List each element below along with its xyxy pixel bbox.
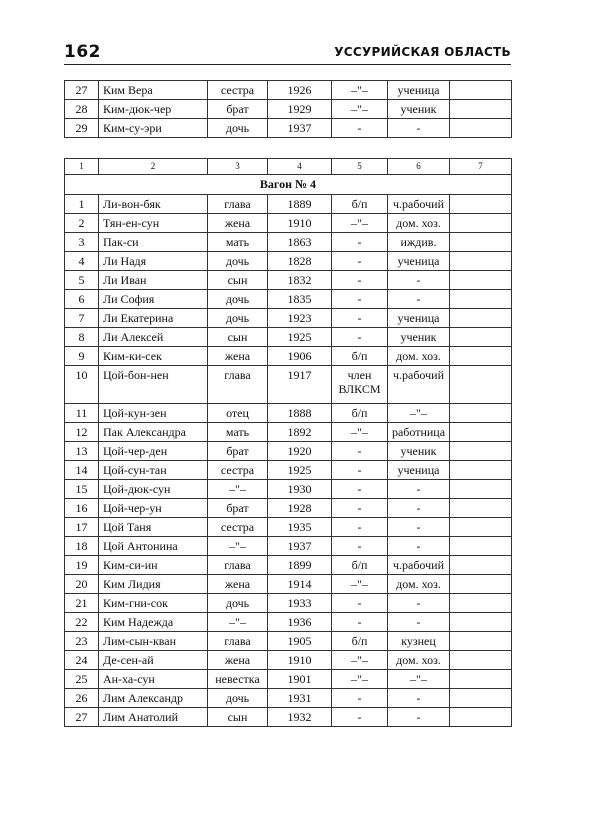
table-row [65, 81, 512, 100]
column-number: 2 [99, 159, 208, 175]
birth-year-cell: 1917 [268, 366, 332, 404]
party-status-cell: член ВЛКСМ [332, 366, 388, 404]
person-name-cell: Цой Антонина [99, 537, 208, 556]
relation-cell: глава [208, 556, 268, 575]
person-name-cell: Ким Вера [99, 81, 208, 100]
table-top [64, 80, 512, 138]
person-name-cell: Пак-си [99, 233, 208, 252]
occupation-cell: дом. хоз. [388, 347, 450, 366]
birth-year-cell: 1925 [268, 461, 332, 480]
occupation-cell: ч.рабочий [388, 195, 450, 214]
table-row [65, 252, 512, 271]
birth-year-cell: 1910 [268, 651, 332, 670]
party-status-cell: - [332, 119, 388, 138]
birth-year-cell: 1863 [268, 233, 332, 252]
row-number-cell: 25 [65, 670, 99, 689]
table-row [65, 309, 512, 328]
table-row [65, 271, 512, 290]
wagon-heading-row [65, 175, 512, 195]
party-status-cell: - [332, 252, 388, 271]
relation-cell: глава [208, 366, 268, 404]
notes-cell [450, 404, 512, 423]
party-status-cell: - [332, 480, 388, 499]
person-name-cell: Де-сен-ай [99, 651, 208, 670]
column-number-row [65, 159, 512, 175]
relation-cell: отец [208, 404, 268, 423]
notes-cell [450, 499, 512, 518]
row-number-cell: 13 [65, 442, 99, 461]
relation-cell: сын [208, 328, 268, 347]
table-row [65, 651, 512, 670]
person-name-cell: Ли Надя [99, 252, 208, 271]
notes-cell [450, 195, 512, 214]
page-header [64, 42, 511, 65]
birth-year-cell: 1930 [268, 480, 332, 499]
occupation-cell: ученик [388, 328, 450, 347]
relation-cell: сестра [208, 518, 268, 537]
occupation-cell: ч.рабочий [388, 366, 450, 404]
occupation-cell: - [388, 499, 450, 518]
birth-year-cell: 1914 [268, 575, 332, 594]
row-number-cell: 12 [65, 423, 99, 442]
occupation-cell: кузнец [388, 632, 450, 651]
relation-cell: мать [208, 233, 268, 252]
notes-cell [450, 252, 512, 271]
person-name-cell: Тян-ен-сун [99, 214, 208, 233]
birth-year-cell: 1929 [268, 100, 332, 119]
person-name-cell: Ли София [99, 290, 208, 309]
row-number-cell: 29 [65, 119, 99, 138]
relation-cell: сын [208, 271, 268, 290]
party-status-cell: - [332, 233, 388, 252]
birth-year-cell: 1920 [268, 442, 332, 461]
row-number-cell: 16 [65, 499, 99, 518]
notes-cell [450, 613, 512, 632]
occupation-cell: ученица [388, 461, 450, 480]
party-status-cell: - [332, 594, 388, 613]
occupation-cell: - [388, 613, 450, 632]
person-name-cell: Ким-си-ин [99, 556, 208, 575]
occupation-cell: - [388, 708, 450, 727]
party-status-cell: - [332, 461, 388, 480]
person-name-cell: Лим Анатолий [99, 708, 208, 727]
table-row [65, 670, 512, 689]
relation-cell: дочь [208, 252, 268, 271]
birth-year-cell: 1931 [268, 689, 332, 708]
notes-cell [450, 290, 512, 309]
relation-cell: жена [208, 651, 268, 670]
occupation-cell: дом. хоз. [388, 651, 450, 670]
column-number: 3 [208, 159, 268, 175]
birth-year-cell: 1910 [268, 214, 332, 233]
party-status-cell: –"– [332, 100, 388, 119]
party-status-cell: - [332, 537, 388, 556]
person-name-cell: Ким-ки-сек [99, 347, 208, 366]
relation-cell: глава [208, 632, 268, 651]
party-status-cell: - [332, 271, 388, 290]
column-number: 1 [65, 159, 99, 175]
notes-cell [450, 119, 512, 138]
birth-year-cell: 1888 [268, 404, 332, 423]
occupation-cell: - [388, 119, 450, 138]
person-name-cell: Ким Лидия [99, 575, 208, 594]
column-number: 4 [268, 159, 332, 175]
row-number-cell: 27 [65, 708, 99, 727]
person-name-cell: Цой-чер-ден [99, 442, 208, 461]
row-number-cell: 24 [65, 651, 99, 670]
table-row [65, 119, 512, 138]
row-number-cell: 9 [65, 347, 99, 366]
party-status-cell: б/п [332, 347, 388, 366]
notes-cell [450, 632, 512, 651]
table-row [65, 480, 512, 499]
column-number: 6 [388, 159, 450, 175]
occupation-cell: ученик [388, 100, 450, 119]
page-number: 162 [64, 42, 101, 62]
person-name-cell: Лим Александр [99, 689, 208, 708]
occupation-cell: - [388, 537, 450, 556]
birth-year-cell: 1901 [268, 670, 332, 689]
birth-year-cell: 1923 [268, 309, 332, 328]
party-status-cell: - [332, 499, 388, 518]
table-row [65, 499, 512, 518]
table-row [65, 442, 512, 461]
notes-cell [450, 81, 512, 100]
party-status-cell: –"– [332, 575, 388, 594]
person-name-cell: Ким-дюк-чер [99, 100, 208, 119]
occupation-cell: ученик [388, 442, 450, 461]
birth-year-cell: 1935 [268, 518, 332, 537]
occupation-cell: - [388, 689, 450, 708]
birth-year-cell: 1926 [268, 81, 332, 100]
row-number-cell: 23 [65, 632, 99, 651]
row-number-cell: 19 [65, 556, 99, 575]
notes-cell [450, 518, 512, 537]
party-status-cell: - [332, 328, 388, 347]
occupation-cell: - [388, 594, 450, 613]
person-name-cell: Цой Таня [99, 518, 208, 537]
party-status-cell: - [332, 708, 388, 727]
person-name-cell: Ли Алексей [99, 328, 208, 347]
birth-year-cell: 1828 [268, 252, 332, 271]
occupation-cell: ученица [388, 81, 450, 100]
notes-cell [450, 423, 512, 442]
relation-cell: жена [208, 214, 268, 233]
notes-cell [450, 537, 512, 556]
occupation-cell: - [388, 290, 450, 309]
party-status-cell: –"– [332, 670, 388, 689]
person-name-cell: Цой-бон-нен [99, 366, 208, 404]
party-status-cell: б/п [332, 195, 388, 214]
notes-cell [450, 594, 512, 613]
notes-cell [450, 233, 512, 252]
running-title: УССУРИЙСКАЯ ОБЛАСТЬ [334, 45, 511, 59]
notes-cell [450, 214, 512, 233]
person-name-cell: Пак Александра [99, 423, 208, 442]
notes-cell [450, 271, 512, 290]
row-number-cell: 28 [65, 100, 99, 119]
occupation-cell: –"– [388, 670, 450, 689]
row-number-cell: 15 [65, 480, 99, 499]
table-row [65, 347, 512, 366]
relation-cell: дочь [208, 309, 268, 328]
person-name-cell: Ан-ха-сун [99, 670, 208, 689]
occupation-cell: –"– [388, 404, 450, 423]
row-number-cell: 27 [65, 81, 99, 100]
relation-cell: глава [208, 195, 268, 214]
occupation-cell: дом. хоз. [388, 214, 450, 233]
birth-year-cell: 1928 [268, 499, 332, 518]
occupation-cell: ученица [388, 252, 450, 271]
party-status-cell: - [332, 613, 388, 632]
occupation-cell: - [388, 271, 450, 290]
occupation-cell: ч.рабочий [388, 556, 450, 575]
person-name-cell: Цой-чер-ун [99, 499, 208, 518]
birth-year-cell: 1937 [268, 119, 332, 138]
table-row [65, 689, 512, 708]
party-status-cell: –"– [332, 214, 388, 233]
table-row [65, 461, 512, 480]
party-status-cell: б/п [332, 556, 388, 575]
table-row [65, 214, 512, 233]
relation-cell: дочь [208, 594, 268, 613]
notes-cell [450, 328, 512, 347]
occupation-cell: работница [388, 423, 450, 442]
notes-cell [450, 461, 512, 480]
row-number-cell: 21 [65, 594, 99, 613]
relation-cell: –"– [208, 613, 268, 632]
relation-cell: брат [208, 499, 268, 518]
party-status-cell: - [332, 442, 388, 461]
birth-year-cell: 1925 [268, 328, 332, 347]
notes-cell [450, 442, 512, 461]
notes-cell [450, 556, 512, 575]
person-name-cell: Ли Иван [99, 271, 208, 290]
birth-year-cell: 1832 [268, 271, 332, 290]
row-number-cell: 11 [65, 404, 99, 423]
table-row [65, 233, 512, 252]
party-status-cell: - [332, 689, 388, 708]
relation-cell: –"– [208, 480, 268, 499]
notes-cell [450, 309, 512, 328]
row-number-cell: 14 [65, 461, 99, 480]
occupation-cell: дом. хоз. [388, 575, 450, 594]
birth-year-cell: 1933 [268, 594, 332, 613]
relation-cell: жена [208, 347, 268, 366]
table-row [65, 708, 512, 727]
table-row [65, 366, 512, 404]
row-number-cell: 4 [65, 252, 99, 271]
column-number: 5 [332, 159, 388, 175]
table-row [65, 423, 512, 442]
table-row [65, 613, 512, 632]
notes-cell [450, 100, 512, 119]
notes-cell [450, 347, 512, 366]
relation-cell: сын [208, 708, 268, 727]
person-name-cell: Ким Надежда [99, 613, 208, 632]
notes-cell [450, 670, 512, 689]
birth-year-cell: 1936 [268, 613, 332, 632]
birth-year-cell: 1937 [268, 537, 332, 556]
row-number-cell: 5 [65, 271, 99, 290]
row-number-cell: 7 [65, 309, 99, 328]
relation-cell: –"– [208, 537, 268, 556]
relation-cell: сестра [208, 461, 268, 480]
row-number-cell: 3 [65, 233, 99, 252]
table-row [65, 195, 512, 214]
row-number-cell: 1 [65, 195, 99, 214]
birth-year-cell: 1905 [268, 632, 332, 651]
birth-year-cell: 1899 [268, 556, 332, 575]
relation-cell: сестра [208, 81, 268, 100]
relation-cell: мать [208, 423, 268, 442]
table-row [65, 575, 512, 594]
notes-cell [450, 575, 512, 594]
table-row [65, 537, 512, 556]
party-status-cell: –"– [332, 423, 388, 442]
table-main [64, 158, 512, 727]
table-row [65, 100, 512, 119]
party-status-cell: б/п [332, 404, 388, 423]
table-row [65, 594, 512, 613]
row-number-cell: 10 [65, 366, 99, 404]
row-number-cell: 20 [65, 575, 99, 594]
table-row [65, 328, 512, 347]
relation-cell: брат [208, 100, 268, 119]
table-row [65, 632, 512, 651]
table-row [65, 404, 512, 423]
party-status-cell: б/п [332, 632, 388, 651]
occupation-cell: иждив. [388, 233, 450, 252]
person-name-cell: Ким-гни-сок [99, 594, 208, 613]
column-number: 7 [450, 159, 512, 175]
occupation-cell: ученица [388, 309, 450, 328]
table-row [65, 518, 512, 537]
relation-cell: дочь [208, 290, 268, 309]
occupation-cell: - [388, 480, 450, 499]
notes-cell [450, 366, 512, 404]
person-name-cell: Цой-кун-зен [99, 404, 208, 423]
row-number-cell: 2 [65, 214, 99, 233]
row-number-cell: 22 [65, 613, 99, 632]
notes-cell [450, 689, 512, 708]
person-name-cell: Ли-вон-бяк [99, 195, 208, 214]
party-status-cell: - [332, 290, 388, 309]
party-status-cell: - [332, 309, 388, 328]
wagon-heading: Вагон № 4 [65, 175, 512, 195]
row-number-cell: 6 [65, 290, 99, 309]
notes-cell [450, 480, 512, 499]
person-name-cell: Лим-сын-кван [99, 632, 208, 651]
relation-cell: невестка [208, 670, 268, 689]
notes-cell [450, 651, 512, 670]
row-number-cell: 26 [65, 689, 99, 708]
person-name-cell: Цой-сун-тан [99, 461, 208, 480]
party-status-cell: –"– [332, 651, 388, 670]
birth-year-cell: 1932 [268, 708, 332, 727]
occupation-cell: - [388, 518, 450, 537]
notes-cell [450, 708, 512, 727]
table-row [65, 290, 512, 309]
party-status-cell: –"– [332, 81, 388, 100]
birth-year-cell: 1835 [268, 290, 332, 309]
birth-year-cell: 1892 [268, 423, 332, 442]
person-name-cell: Цой-дюк-сун [99, 480, 208, 499]
relation-cell: жена [208, 575, 268, 594]
row-number-cell: 17 [65, 518, 99, 537]
relation-cell: дочь [208, 689, 268, 708]
person-name-cell: Ким-су-эри [99, 119, 208, 138]
party-status-cell: - [332, 518, 388, 537]
birth-year-cell: 1906 [268, 347, 332, 366]
person-name-cell: Ли Екатерина [99, 309, 208, 328]
row-number-cell: 18 [65, 537, 99, 556]
relation-cell: брат [208, 442, 268, 461]
row-number-cell: 8 [65, 328, 99, 347]
table-row [65, 556, 512, 575]
relation-cell: дочь [208, 119, 268, 138]
birth-year-cell: 1889 [268, 195, 332, 214]
